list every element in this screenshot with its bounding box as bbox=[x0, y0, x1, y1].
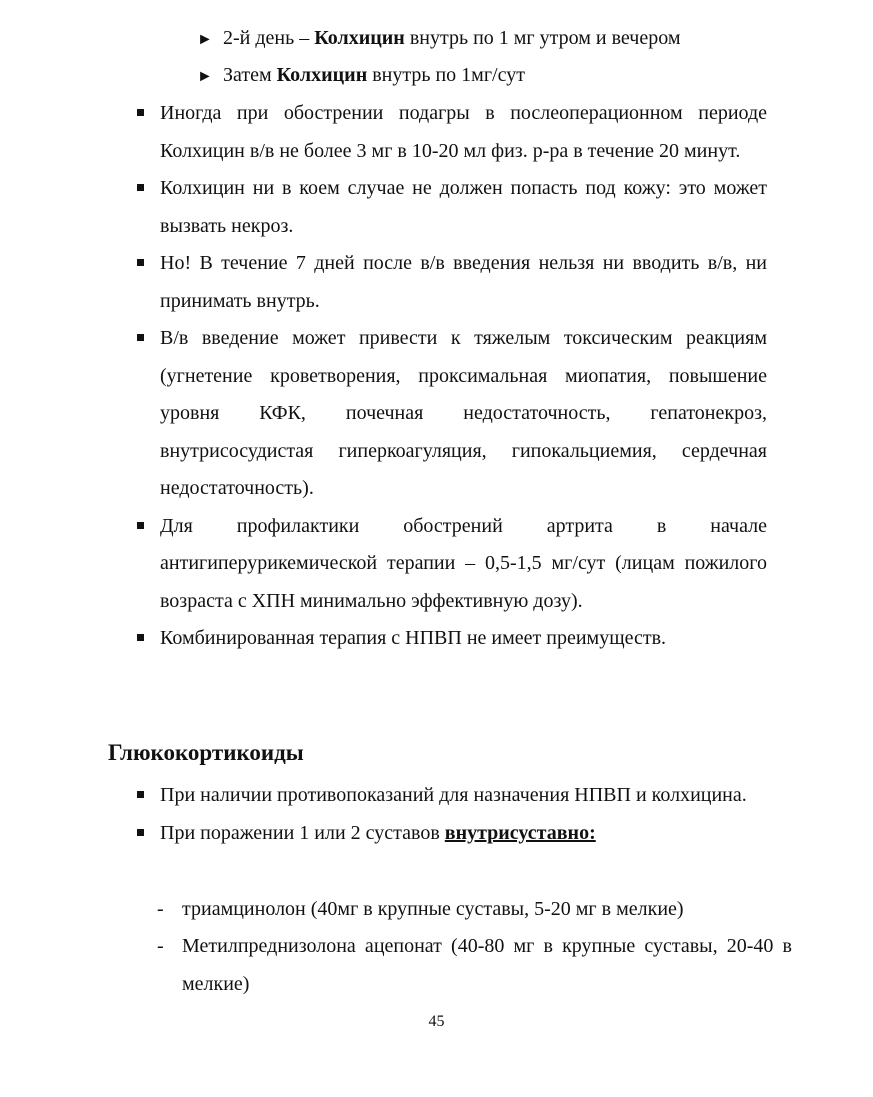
note-prophylaxis: Для профилактики обострений артрита в начале антигиперурикемической терапии – 0,5-1,5 мг/сут (лицам пожилого возраста с ХПН минимально эффективную дозу). bbox=[135, 508, 767, 621]
glucocorticoids-list bbox=[135, 777, 767, 852]
gc-option-triamcinolone bbox=[157, 891, 792, 929]
gc-option-methylprednisolone bbox=[157, 928, 792, 1003]
note-subcutaneous: Колхицин ни в коем случае не должен попасть под кожу: это может вызвать некроз. bbox=[135, 170, 767, 245]
page-number: 45 bbox=[428, 1013, 445, 1030]
arrow-bullet-icon: ► bbox=[197, 31, 213, 48]
gc-indication: При наличии противопоказаний для назначения НПВП и колхицина. bbox=[135, 777, 767, 815]
note-repeat-administration: Но! В течение 7 дней после в/в введения нельзя ни вводить в/в, ни принимать внутрь. bbox=[135, 245, 767, 320]
note-combination: Комбинированная терапия с НПВП не имеет преимуществ. bbox=[135, 620, 767, 658]
section-heading: Глюкокортикоиды bbox=[108, 740, 304, 765]
gc-option-text: Метилпреднизолона ацепонат (40-80 мг в крупные суставы, 20-40 в мелкие) bbox=[182, 935, 792, 995]
colchicine-notes-list bbox=[135, 95, 767, 658]
schedule-text: Затем bbox=[223, 64, 277, 86]
schedule-item-then bbox=[197, 57, 525, 96]
gc-route-text: При поражении 1 или 2 суставов bbox=[160, 821, 445, 844]
schedule-text: внутрь по 1мг/сут bbox=[367, 64, 525, 86]
arrow-bullet-icon: ► bbox=[197, 68, 213, 85]
dash-bullet-icon: - bbox=[157, 935, 164, 957]
schedule-item-day-2 bbox=[197, 20, 681, 59]
gc-option-text: триамцинолон (40мг в крупные суставы, 5-20 мг в мелкие) bbox=[182, 898, 684, 920]
note-postoperative: Иногда при обострении подагры в послеоперационном периоде Колхицин в/в не более 3 мг в 10-20 мл физ. р-ра в течение 20 минут. bbox=[135, 95, 767, 170]
schedule-text: внутрь по 1 мг утром и вечером bbox=[404, 27, 681, 49]
dash-bullet-icon: - bbox=[157, 898, 164, 920]
schedule-text: 2-й день – bbox=[223, 27, 315, 49]
gc-route bbox=[135, 815, 767, 853]
gc-route-emphasis: внутрисуставно: bbox=[444, 821, 596, 844]
drug-name: Колхицин bbox=[276, 64, 368, 86]
note-toxic-reactions: В/в введение может привести к тяжелым токсическим реакциям (угнетение кроветворения, проксимальная миопатия, повышение уровня КФК, почечная недостаточность, гепатонекроз, внутрисосудистая гиперкоагуляция, гипокальциемия, сердечная недостаточность). bbox=[135, 320, 767, 508]
drug-name: Колхицин bbox=[314, 27, 405, 49]
